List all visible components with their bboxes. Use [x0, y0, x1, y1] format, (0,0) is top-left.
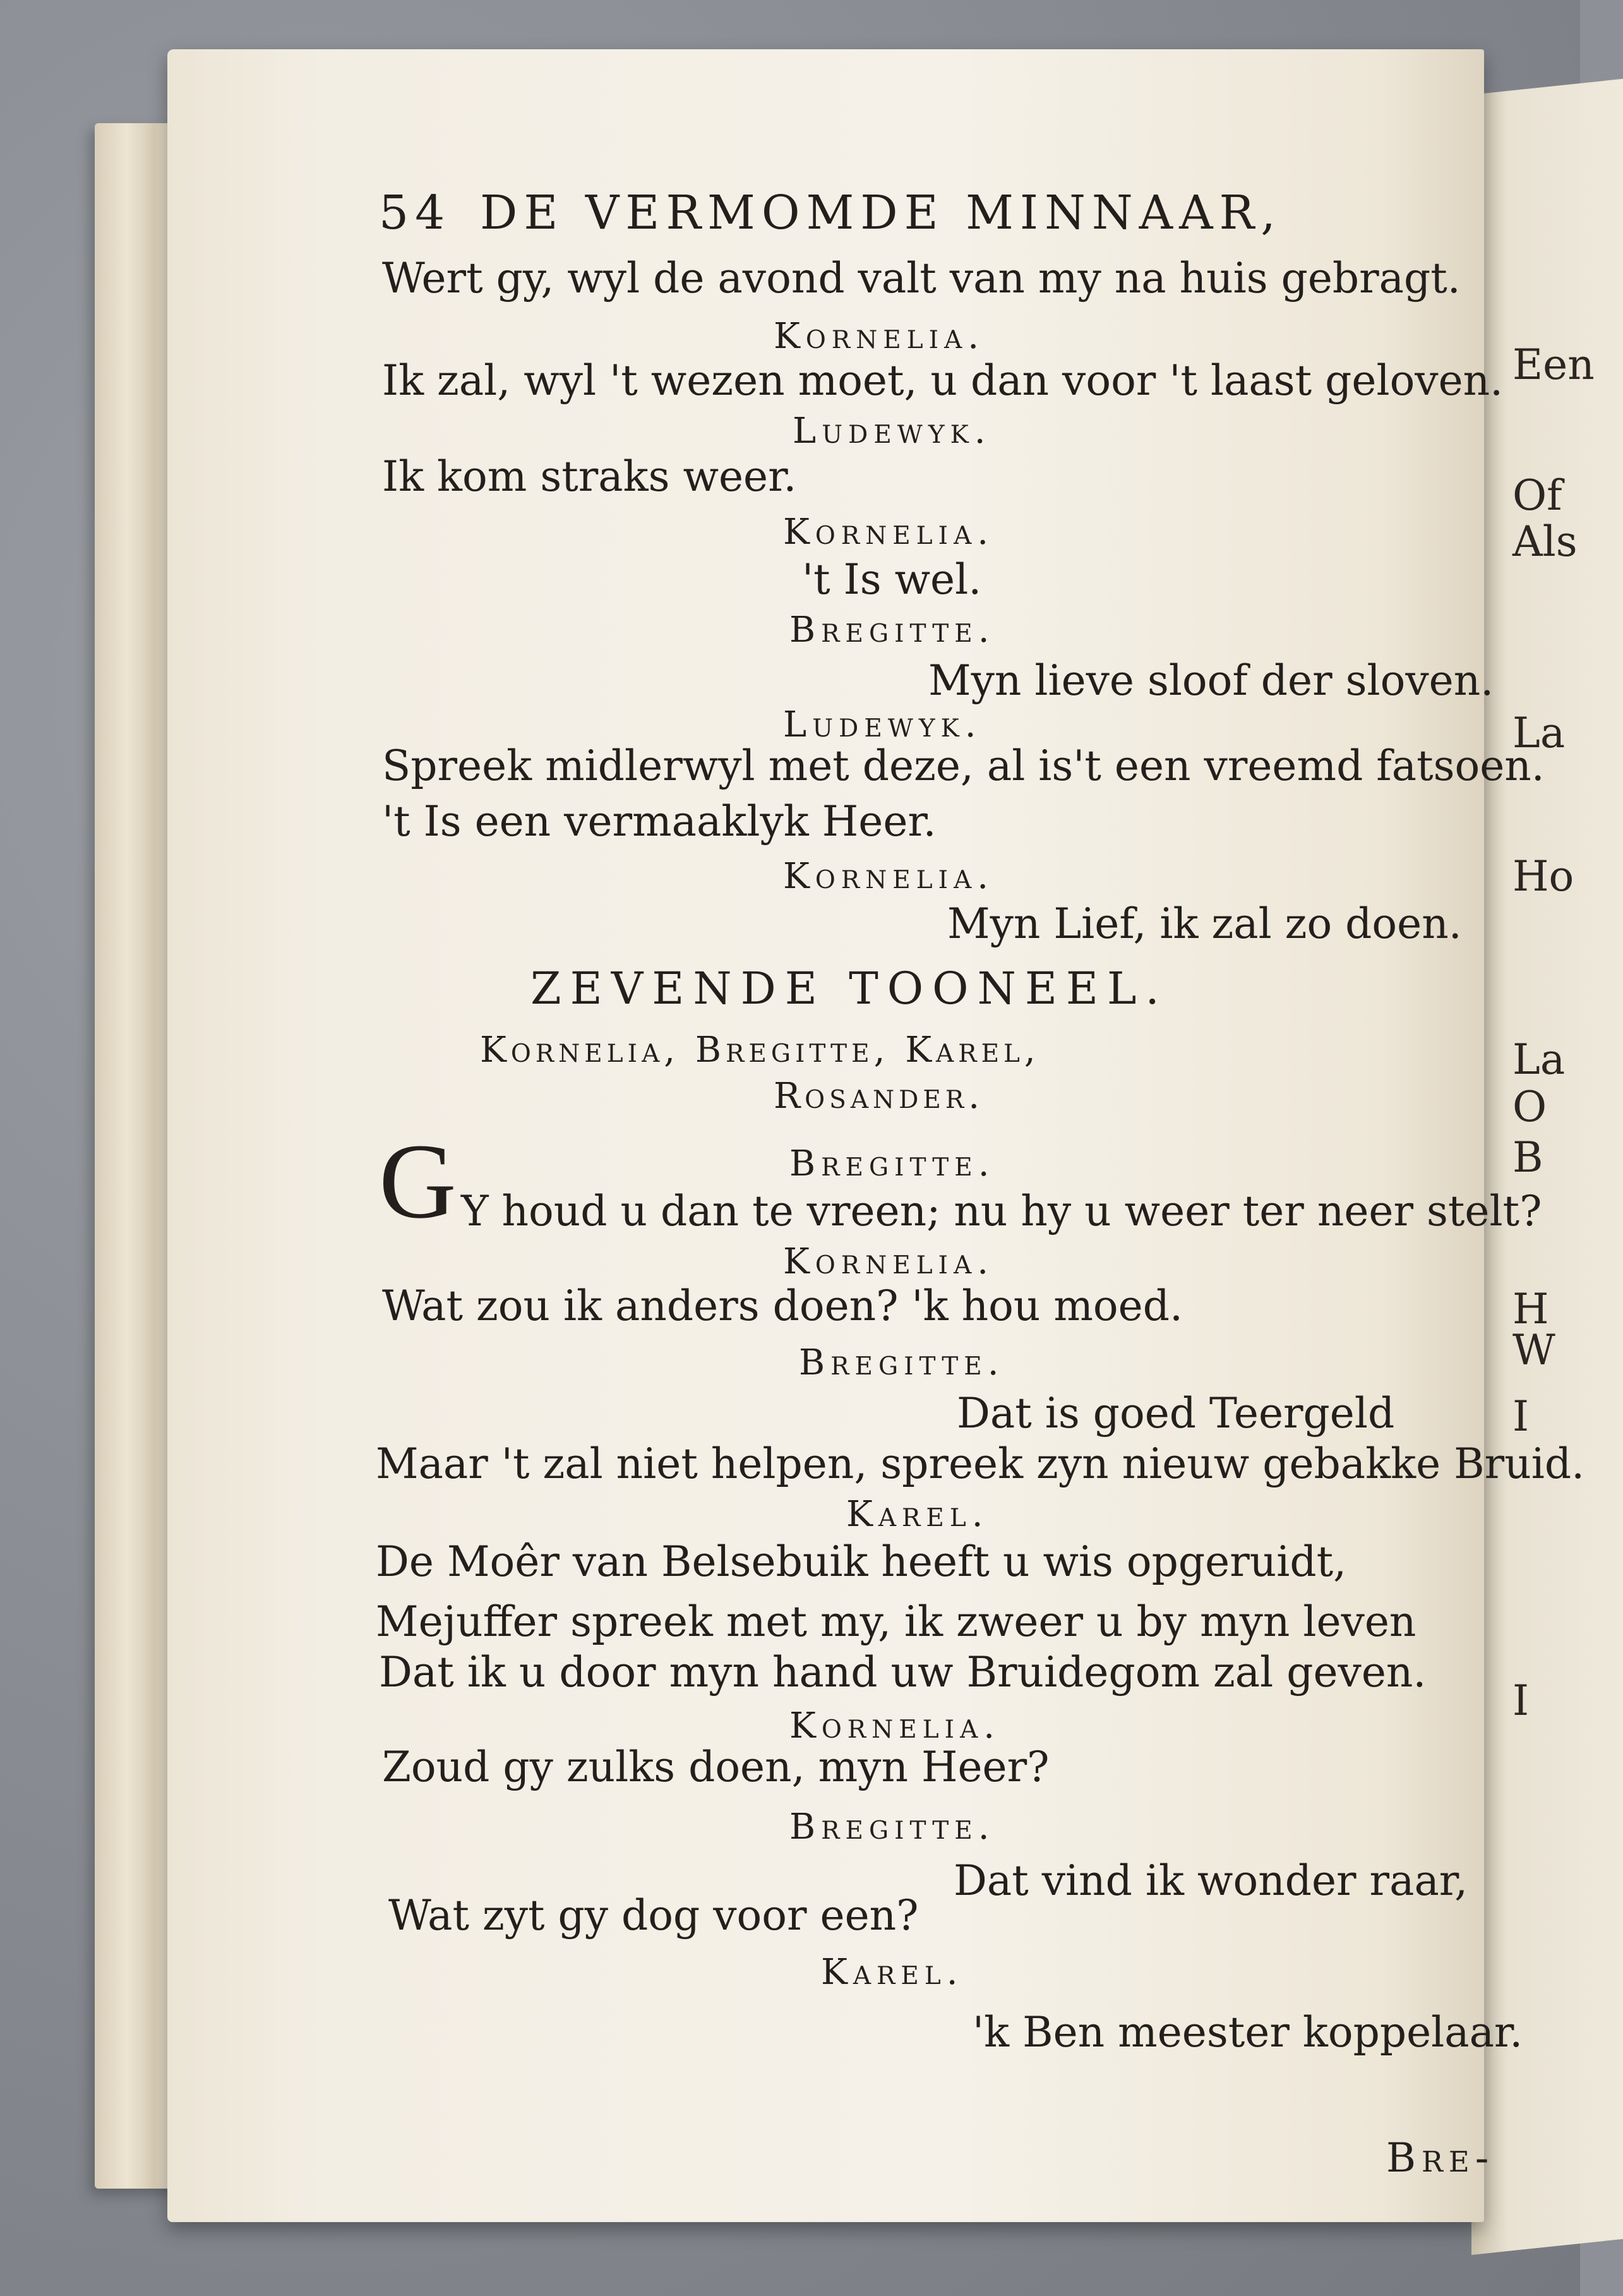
catchword: Bre- — [1386, 2135, 1495, 2182]
facing-fragment: Als — [1512, 517, 1578, 566]
speaker-name: Bregitte. — [789, 1143, 995, 1184]
running-title: DE VERMOMDE MINNAAR, — [480, 186, 1282, 240]
verse-line: Spreek midlerwyl met deze, al is't een vreemd fatsoen. — [382, 742, 1545, 790]
speaker-name: Karel. — [846, 1494, 989, 1535]
verse-line: 't Is wel. — [802, 555, 982, 604]
verse-line: Y houd u dan te vreen; nu hy u weer ter neer stelt? — [461, 1187, 1542, 1235]
verse-line: De Moêr van Belsebuik heeft u wis opgeruidt, — [376, 1537, 1347, 1586]
facing-fragment: Een — [1512, 340, 1595, 389]
speaker-name: Karel. — [821, 1952, 964, 1993]
page-number: 54 — [379, 186, 452, 240]
verse-line: Wert gy, wyl de avond valt van my na huis gebragt. — [382, 254, 1461, 303]
verse-line: 'k Ben meester koppelaar. — [973, 2008, 1523, 2057]
verse-line: Wat zou ik anders doen? 'k hou moed. — [382, 1282, 1183, 1330]
speaker-name: Kornelia. — [774, 316, 985, 357]
speaker-name: Bregitte. — [789, 1806, 995, 1848]
speaker-name: Ludewyk. — [793, 411, 991, 452]
verse-line: Wat zyt gy dog voor een? — [388, 1891, 919, 1940]
facing-fragment: Ho — [1512, 852, 1574, 901]
verse-line: Dat ik u door myn hand uw Bruidegom zal geven. — [379, 1648, 1427, 1697]
verse-line: Mejuffer spreek met my, ik zweer u by myn leven — [376, 1597, 1416, 1646]
verse-line: 't Is een vermaaklyk Heer. — [382, 797, 937, 846]
facing-fragment: O — [1512, 1083, 1547, 1131]
verse-line: Dat vind ik wonder raar, — [954, 1856, 1468, 1905]
verse-line: Maar 't zal niet helpen, spreek zyn nieuw gebakke Bruid. — [376, 1440, 1585, 1488]
verse-line: Myn Lief, ik zal zo doen. — [947, 899, 1462, 948]
verse-line: Myn lieve sloof der sloven. — [928, 656, 1494, 705]
facing-fragment: Of — [1512, 471, 1562, 520]
speaker-name: Bregitte. — [799, 1342, 1005, 1383]
verse-line: Dat is goed Teergeld — [957, 1389, 1395, 1438]
speaker-name: Bregitte. — [789, 610, 995, 651]
cast-list: Kornelia, Bregitte, Karel, — [480, 1030, 1040, 1071]
drop-capital: G — [379, 1122, 457, 1241]
facing-fragment: I — [1512, 1676, 1530, 1725]
facing-fragment: W — [1512, 1326, 1555, 1374]
facing-fragment: I — [1512, 1392, 1530, 1441]
facing-fragment: La — [1512, 1035, 1566, 1084]
speaker-name: Ludewyk. — [783, 704, 982, 745]
cast-list: Rosander. — [774, 1076, 985, 1117]
facing-fragment: H — [1512, 1285, 1549, 1333]
verse-line: Zoud gy zulks doen, myn Heer? — [382, 1743, 1050, 1791]
speaker-name: Kornelia. — [783, 856, 995, 897]
facing-fragment: La — [1512, 709, 1566, 757]
speaker-name: Kornelia. — [789, 1705, 1001, 1746]
facing-fragment: B — [1512, 1133, 1543, 1182]
verse-line: Ik kom straks weer. — [382, 452, 797, 501]
scene-heading: ZEVENDE TOONEEL. — [530, 963, 1168, 1014]
speaker-name: Kornelia. — [783, 1241, 995, 1282]
speaker-name: Kornelia. — [783, 512, 995, 553]
verse-line: Ik zal, wyl 't wezen moet, u dan voor 't laast geloven. — [382, 356, 1504, 405]
